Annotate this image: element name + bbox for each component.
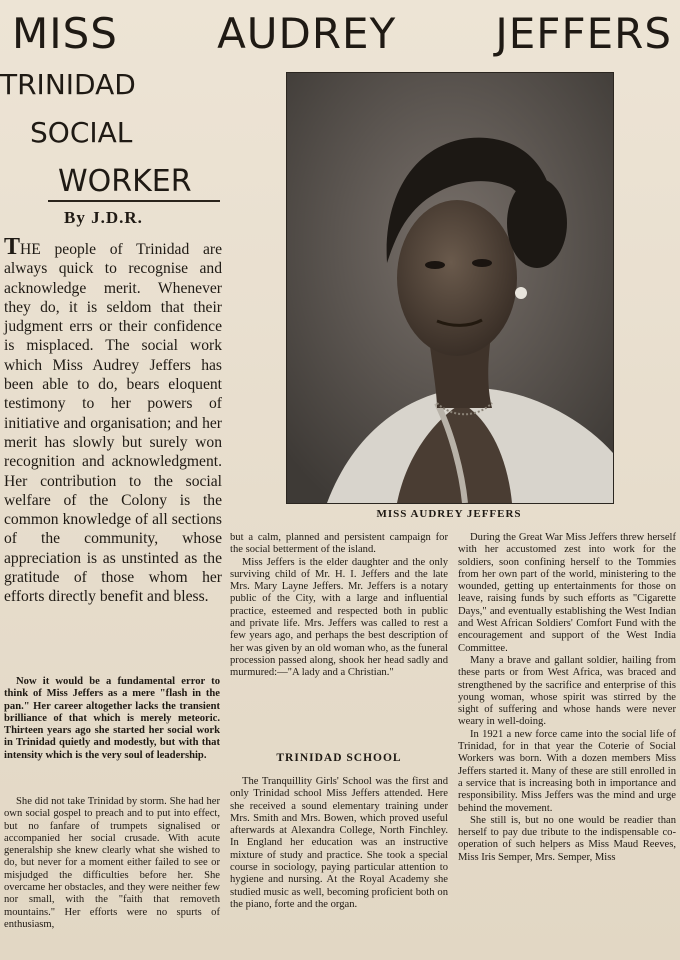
headline-word-1: MISS — [12, 8, 118, 58]
column-1-text — [4, 796, 220, 931]
photo-caption: MISS AUDREY JEFFERS — [376, 508, 522, 520]
column-3 — [458, 532, 676, 864]
subtitle-line-2: SOCIAL — [30, 116, 133, 149]
paragraph: The Tranquillity Girls' School was the first and only Trinidad school Miss Jeffers attended. Here she received a sound elementary training under Mrs. Smith and Mrs. Bowen, which proved useful afterwards at Alexandra College, North Finchley. In England her education was an instructive mixture of study and practice. She took a special course in sociology, paying particular attention to hygiene and nursing. At the Royal Academy she studied music as well, becoming proficient both on the piano, forte and the organ. — [230, 776, 448, 910]
paragraph: Many a brave and gallant soldier, hailing from these parts or from West Africa, was braced and strengthened by the sacrifice and enterprise of this young woman, whose spirit was stirred by the sight of suffering and whose hands were never weary in well-doing. — [458, 654, 676, 728]
section-heading: TRINIDAD SCHOOL — [276, 752, 402, 764]
headline-word-2: AUDREY — [217, 8, 397, 58]
subtitle-line-3: WORKER — [58, 164, 192, 199]
drop-cap: T — [4, 234, 21, 260]
paragraph: During the Great War Miss Jeffers threw herself with her accustomed zest into work for the soldiers, soon confining herself to the Tommies from her own part of the world, ministering to the wounded, getting up entertainments for those on leave, raising funds by such efforts as "Cigarette Days," and eventually establishing the West Indian and West African Soldiers' Comfort Fund with the encouragement and support of the West India Committee. — [458, 532, 676, 654]
subtitle-line-1: TRINIDAD — [0, 68, 136, 101]
headline-word-3: JEFFERS — [495, 8, 672, 58]
portrait-photo — [286, 72, 614, 504]
paragraph: She still is, but no one would be readier than herself to pay due tribute to the indispensable co-operation of such helpers as Miss Maud Reeves, Miss Iris Semper, Mrs. Semper, Miss — [458, 814, 676, 863]
column-2-lower — [230, 776, 448, 911]
paragraph: Miss Jeffers is the elder daughter and the only surviving child of Mr. H. I. Jeffers and the late Mrs. Mary Layne Jeffers. Mr. Jeffers is a notary public of the City, with a large and influential practice, esteemed and respected both in public and private life. Mrs. Jeffers was called to rest a few years ago, and perhaps the best description of her was given by an old woman who, as the funeral procession passed along, shook her head sadly and murmured:—"A lady and a Christian." — [230, 556, 448, 679]
column-2 — [230, 532, 448, 680]
paragraph: In 1921 a new force came into the social life of Trinidad, for in that year the Coterie of Social Workers was born. With a dozen members Miss Jeffers started it. Many of these are still enrolled in a service that is increasing both in importance and responsibility. Miss Jeffers was the mind and urge behind the movement. — [458, 728, 676, 814]
paragraph: Now it would be a fundamental error to think of Miss Jeffers as a mere "flash in the pan." Her career altogether lacks the transient brilliance of that which is merely meteoric. Thirteen years ago she started her social work in Trinidad quietly and modestly, but with that intensity which is the very soul of leadership. — [4, 676, 220, 761]
lead-paragraph — [4, 234, 222, 607]
byline: By J.D.R. — [64, 208, 143, 227]
lead-text: HE people of Trinidad are always quick to recognise and acknowledge merit. Whenever they do, it is seldom that their judgment errs or their confidence is misplaced. The social work which Miss Audrey Jeffers has been able to do, bears eloquent testimony to her powers of initiative and organisation; and her merit has slowly but surely won recognition and acknowledgment. Her contribution to the social welfare of the Colony is the common knowledge of all sections of the community, whose appreciation is as unstinted as the gratitude of those whom her efforts directly benefit and bless. — [4, 241, 222, 606]
paragraph: She did not take Trinidad by storm. She had her own social gospel to preach and to put into effect, but no fanfare of trumpets signalised or accompanied her social crusade. With acute generalship she knew clearly what she wished to do, but never for a moment either failed to see or misjudged the difficulties before her. She overcame her obstacles, and they were neither few nor small, with the "faith that removeth mountains." Her efforts were no spurts of enthusiasm, — [4, 796, 220, 930]
portrait-illustration — [287, 73, 613, 503]
subtitle-rule — [48, 200, 220, 202]
paragraph: but a calm, planned and persistent campaign for the social betterment of the island. — [230, 532, 448, 556]
headline — [12, 6, 672, 60]
column-1-bold — [4, 676, 220, 762]
